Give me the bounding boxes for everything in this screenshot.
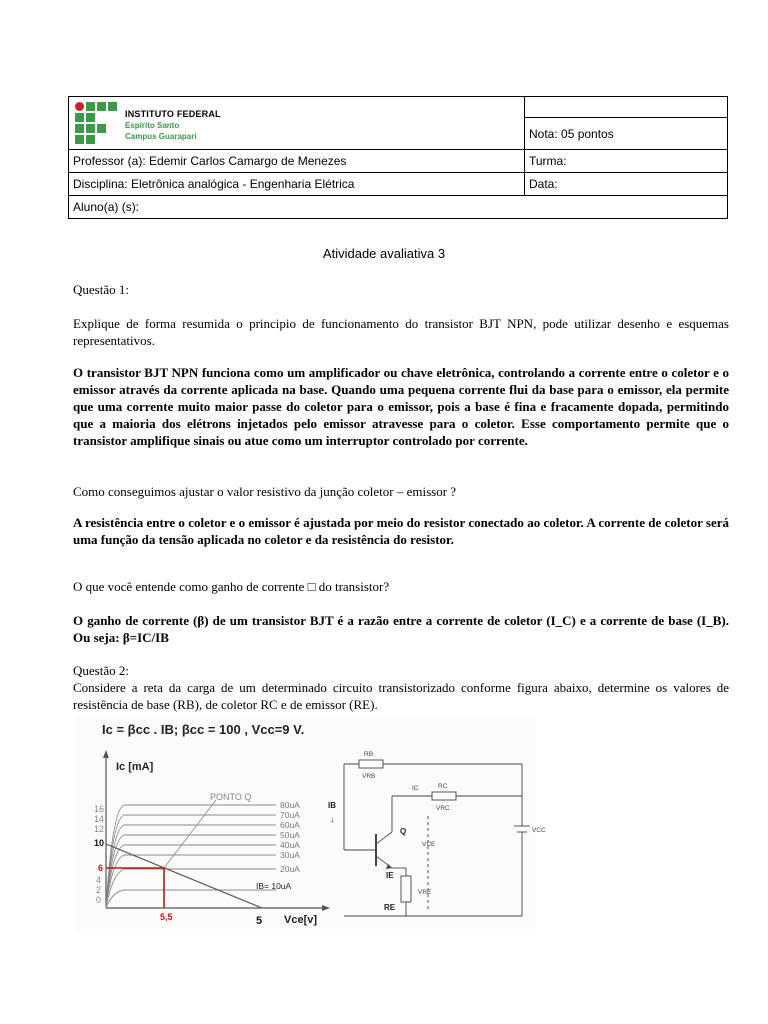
y-axis-label: Ic [mA]: [116, 761, 154, 773]
question-1-label: Questão 1:: [73, 282, 129, 297]
question-1c-text: O que você entende como ganho de corrente □ do transistor?: [73, 579, 390, 594]
circuit-ie: IE: [386, 871, 394, 880]
professor-field: Professor (a): Edemir Carlos Camargo de Menezes: [69, 150, 525, 172]
class-field[interactable]: Turma:: [529, 154, 567, 168]
circuit-q: Q: [400, 827, 407, 836]
x-axis-label: Vce[v]: [284, 914, 318, 926]
formula-text: Ic = βcc . IB; βcc = 100 , Vcc=9 V.: [102, 722, 305, 737]
q-point-label: PONTO Q: [210, 792, 252, 802]
header-table: [68, 96, 728, 219]
circuit-vre: VRE: [418, 889, 432, 896]
mark-5: 5: [256, 915, 263, 927]
answer-1c-text: O ganho de corrente (β) de um transistor BJT é a razão entre a corrente de coletor (I_C) e a corrente de base (I_B). Ou seja: β=IC/IB: [73, 613, 729, 645]
institution-logo: [69, 97, 525, 149]
circuit-vrb: VRB: [362, 773, 376, 780]
mark-5-5: 5,5: [160, 912, 173, 922]
logo-line1: INSTITUTO FEDERAL: [125, 109, 221, 119]
circuit-vcc: VCC: [532, 827, 546, 834]
logo-icon: [75, 102, 117, 144]
circuit-rc: RC: [438, 783, 448, 790]
question-1-text: Explique de forma resumida o principio de funcionamento do transistor BJT NPN, pode utilizar desenho e esquemas representativos.: [73, 316, 729, 348]
y-tick: 2: [96, 885, 102, 895]
y-tick: 4: [96, 875, 102, 885]
grade-cell: Nota: 05 pontos: [529, 126, 614, 141]
document-title: Atividade avaliativa 3: [322, 246, 446, 261]
circuit-vrc: VRC: [436, 805, 450, 812]
curve-label: 60uA: [280, 820, 300, 830]
logo-line2: Espírito Santo: [125, 121, 180, 130]
curve-label: 30uA: [280, 850, 300, 860]
subject-field: Disciplina: Eletrônica analógica - Engenharia Elétrica: [69, 173, 525, 195]
answer-1b-text: A resistência entre o coletor e o emissor é ajustada por meio do resistor conectado ao coletor. A corrente de coletor será uma função da tensão aplicada no coletor e da resistência do resistor.: [73, 515, 729, 547]
y-tick: 16: [94, 804, 105, 814]
blank-cell: [525, 97, 727, 118]
ib-arrow-icon: ↓: [330, 814, 335, 824]
y-tick: 14: [94, 814, 105, 824]
curve-label: 70uA: [280, 810, 300, 820]
curve-label: 80uA: [280, 800, 300, 810]
logo-line3: Campus Guarapari: [125, 132, 197, 141]
mark-10: 10: [94, 838, 105, 848]
question-1b-text: Como conseguimos ajustar o valor resistivo da junção coletor – emissor ?: [73, 484, 457, 499]
question-2-text: Considere a reta da carga de um determinado circuito transistorizado conforme figura abaixo, determine os valores de resistência de base (RB), de coletor RC e de emissor (RE).: [73, 680, 729, 712]
date-field[interactable]: Data:: [529, 177, 558, 191]
question-2-label: Questão 2:: [73, 663, 129, 678]
mark-6: 6: [98, 863, 104, 873]
curve-label: 20uA: [280, 864, 300, 874]
circuit-ic: IC: [412, 785, 419, 792]
student-field[interactable]: Aluno(a) (s):: [73, 200, 140, 214]
answer-1-text: O transistor BJT NPN funciona como um amplificador ou chave eletrônica, controlando a corrente entre o coletor e o emissor através da corrente aplicada na base. Quando uma pequena corrente flui da base para o emissor, ela permite que uma corrente muito maior passe do coletor para o emissor, pois a base é fina e fracamente dopada, permitindo que a maioria dos elétrons injetados pelo emissor atravesse para o coletor. Esse comportamento permite que o transistor amplifique sinais ou atue como um interruptor controlado por corrente.: [73, 365, 729, 448]
curve-label: 50uA: [280, 830, 300, 840]
circuit-rb: RB: [364, 751, 374, 758]
circuit-vce: VCE: [422, 841, 436, 848]
load-line-figure: [76, 716, 546, 930]
circuit-re: RE: [384, 903, 396, 912]
curve-label-ib: IB= 10uA: [256, 881, 292, 891]
circuit-ib: IB: [328, 801, 336, 810]
y-tick: 0: [96, 895, 102, 905]
y-tick: 12: [94, 824, 105, 834]
curve-label: 40uA: [280, 840, 300, 850]
